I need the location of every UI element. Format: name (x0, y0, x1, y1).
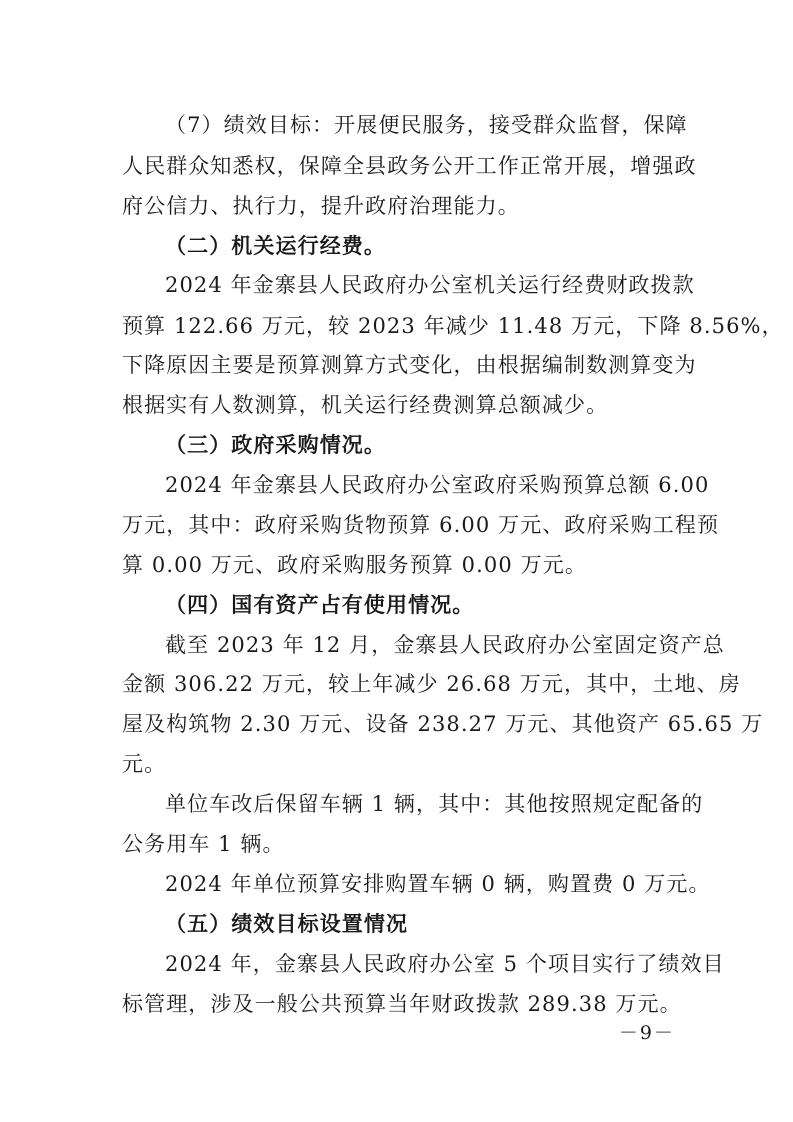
paragraph-line: （7）绩效目标：开展便民服务，接受群众监督，保障 (165, 113, 688, 137)
section-heading: （五）绩效目标设置情况 (165, 911, 409, 936)
section-heading: （二）机关运行经费。 (165, 233, 386, 258)
section-heading: （四）国有资产占有使用情况。 (165, 592, 475, 617)
paragraph-line: 元。 (122, 752, 167, 776)
paragraph-line: 2024 年单位预算安排购置车辆 0 辆，购置费 0 万元。 (165, 872, 711, 896)
paragraph-line: 屋及构筑物 2.30 万元、设备 238.27 万元、其他资产 65.65 万 (122, 712, 764, 736)
paragraph-line: 万元，其中：政府采购货物预算 6.00 万元、政府采购工程预 (122, 513, 720, 537)
paragraph-line: 根据实有人数测算，机关运行经费测算总额减少。 (122, 393, 609, 417)
paragraph-line: 人民群众知悉权，保障全县政务公开工作正常开展，增强政 (122, 154, 697, 178)
paragraph-line: 截至 2023 年 12 月，金寨县人民政府办公室固定资产总 (165, 633, 725, 657)
paragraph-line: 标管理，涉及一般公共预算当年财政拨款 289.38 万元。 (122, 992, 682, 1016)
paragraph-line: 公务用车 1 辆。 (122, 832, 285, 856)
paragraph-line: 金额 306.22 万元，较上年减少 26.68 万元，其中，土地、房 (122, 672, 741, 696)
paragraph-line: 2024 年金寨县人民政府办公室政府采购预算总额 6.00 (165, 473, 710, 497)
paragraph-line: 预算 122.66 万元，较 2023 年减少 11.48 万元，下降 8.56%， (122, 314, 784, 338)
paragraph-line: 2024 年，金寨县人民政府办公室 5 个项目实行了绩效目 (165, 952, 725, 976)
paragraph-line: 府公信力、执行力，提升政府治理能力。 (122, 194, 520, 218)
paragraph-line: 2024 年金寨县人民政府办公室机关运行经费财政拨款 (165, 273, 695, 297)
paragraph-line: 算 0.00 万元、政府采购服务预算 0.00 万元。 (122, 553, 587, 577)
section-heading: （三）政府采购情况。 (165, 432, 386, 457)
page-number: －9－ (618, 1022, 675, 1044)
paragraph-line: 下降原因主要是预算测算方式变化，由根据编制数测算变为 (122, 353, 697, 377)
paragraph-line: 单位车改后保留车辆 1 辆，其中：其他按照规定配备的 (165, 792, 704, 816)
